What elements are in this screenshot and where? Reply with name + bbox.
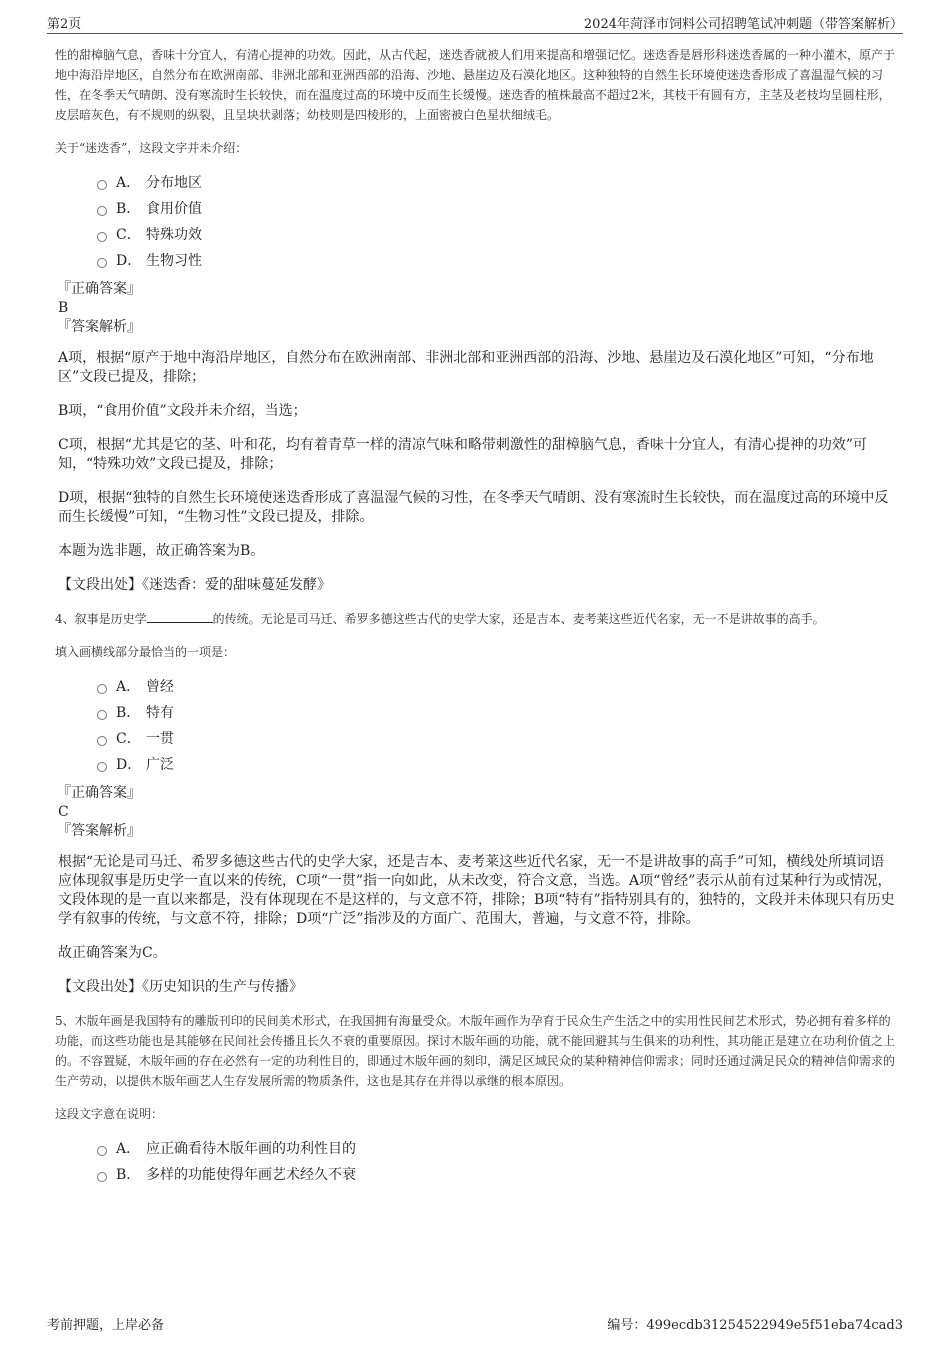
q4-analysis-label: 『答案解析』 bbox=[57, 823, 141, 839]
q3-prompt: 关于“迷迭香”，这段文字并未介绍： bbox=[55, 141, 248, 155]
q4-conclusion: 故正确答案为C。 bbox=[58, 945, 167, 961]
q3-answer-label: 『正确答案』 bbox=[57, 281, 141, 297]
page-header bbox=[47, 13, 903, 34]
q5-passage: 5、木版年画是我国特有的雕版刊印的民间美术形式，在我国拥有海量受众。木版年画作为孕育于民众生产生活之中的实用性民间艺术形式，势必拥有着多样的功能，而这些功能也是其能够在民间社会传播且长久不衰的重要原因。探讨木版年画的功能，就不能回避其与生俱来的功利性，其功能正是建立在功利价值之上的。不容置疑，木版年画的存在必然有一定的功利性目的，即通过木版年画的刻印，满足区域民众的某种精神信仰需求；同时还通过满足民众的精神信仰需求的生产劳动，以提供木版年画艺人生存发展所需的物质条件，这也是其存在并得以承继的根本原因。 bbox=[55, 1014, 896, 1088]
radio-icon[interactable] bbox=[97, 180, 107, 190]
q4-option-c[interactable]: C． 一贯 bbox=[97, 726, 895, 752]
q4-prompt: 填入画横线部分最恰当的一项是： bbox=[55, 645, 236, 659]
radio-icon[interactable] bbox=[97, 684, 107, 694]
q3-option-a[interactable]: A． 分布地区 bbox=[97, 170, 895, 196]
radio-icon[interactable] bbox=[97, 736, 107, 746]
radio-icon[interactable] bbox=[97, 710, 107, 720]
radio-icon[interactable] bbox=[97, 1172, 107, 1182]
q3-option-b[interactable]: B． 食用价值 bbox=[97, 196, 895, 222]
q4-source: 【文段出处】《历史知识的生产与传播》 bbox=[58, 979, 303, 995]
q3-analysis-label: 『答案解析』 bbox=[57, 319, 141, 335]
q4-option-d[interactable]: D． 广泛 bbox=[97, 752, 895, 778]
radio-icon[interactable] bbox=[97, 206, 107, 216]
q3-options bbox=[97, 170, 895, 274]
q4-options bbox=[97, 674, 895, 778]
q3-answer: B bbox=[58, 300, 69, 316]
q4-stem: 4、叙事是历史学 的传统。无论是司马迁、希罗多德这些古代的史学大家，还是吉本、麦考莱这些近代名家，无一不是讲故事的高手。 bbox=[55, 612, 825, 626]
q4-analysis: 根据“无论是司马迁、希罗多德这些古代的史学大家，还是吉本、麦考莱这些近代名家，无一不是讲故事的高手”可知，横线处所填词语应体现叙事是历史学一直以来的传统，C项“一贯”指一向如此，从未改变，符合文意，当选。A项“曾经”表示从前有过某种行为或情况，文段体现的是一直以来都是，没有体现现在不是这样的，与文意不符，排除；B项“特有”指特别具有的，独特的，文段并未体现只有历史学有叙事的传统，与文意不符，排除；D项“广泛”指涉及的方面广、范围大，普遍，与文意不符，排除。 bbox=[58, 854, 895, 927]
q4-option-a[interactable]: A． 曾经 bbox=[97, 674, 895, 700]
footer-slogan: 考前押题，上岸必备 bbox=[47, 1318, 165, 1333]
document-title: 2024年菏泽市饲料公司招聘笔试冲刺题（带答案解析） bbox=[583, 17, 903, 32]
q3-analysis-d: D项，根据“独特的自然生长环境使迷迭香形成了喜温湿气候的习性，在冬季天气晴朗、没有寒流时生长较快，而在温度过高的环境中反而生长缓慢”可知，“生物习性”文段已提及，排除。 bbox=[58, 490, 889, 525]
radio-icon[interactable] bbox=[97, 762, 107, 772]
q5-option-b[interactable]: B． 多样的功能使得年画艺术经久不衰 bbox=[97, 1162, 895, 1188]
document-id: 编号：499ecdb31254522949e5f51eba74cad3 bbox=[607, 1318, 903, 1333]
q4-option-b[interactable]: B． 特有 bbox=[97, 700, 895, 726]
q3-analysis-c: C项，根据“尤其是它的茎、叶和花，均有着青草一样的清凉气味和略带刺激性的甜樟脑气息，香味十分宜人，有清心提神的功效”可知，“特殊功效”文段已提及，排除； bbox=[58, 437, 868, 472]
q3-source: 【文段出处】《迷迭香：爱的甜味蔓延发酵》 bbox=[58, 577, 331, 593]
page-number: 第2页 bbox=[47, 17, 82, 32]
q3-passage: 性的甜樟脑气息，香味十分宜人，有清心提神的功效。因此，从古代起，迷迭香就被人们用来提高和增强记忆。迷迭香是唇形科迷迭香属的一种小灌木，原产于地中海沿岸地区，自然分布在欧洲南部、非洲北部和亚洲西部的沿海、沙地、悬崖边及石漠化地区。这种独特的自然生长环境使迷迭香形成了喜温湿气候的习性，在冬季天气晴朗、没有寒流时生长较快，而在温度过高的环境中反而生长缓慢。迷迭香的植株最高不超过2米，其枝干有圆有方，主茎及老枝均呈圆柱形，皮层暗灰色，有不规则的纵裂，且呈块状剥落；幼枝则是四棱形的，上面密被白色星状细绒毛。 bbox=[55, 48, 896, 122]
q5-prompt: 这段文字意在说明： bbox=[55, 1107, 164, 1121]
radio-icon[interactable] bbox=[97, 258, 107, 268]
q5-options bbox=[97, 1136, 895, 1188]
radio-icon[interactable] bbox=[97, 1146, 107, 1156]
q3-option-c[interactable]: C． 特殊功效 bbox=[97, 222, 895, 248]
fill-blank bbox=[147, 610, 213, 623]
q3-analysis-a: A项，根据“原产于地中海沿岸地区，自然分布在欧洲南部、非洲北部和亚洲西部的沿海、沙地、悬崖边及石漠化地区”可知，“分布地区”文段已提及，排除； bbox=[58, 350, 874, 385]
document-body bbox=[55, 45, 895, 1194]
q3-option-d[interactable]: D． 生物习性 bbox=[97, 248, 895, 274]
q5-option-a[interactable]: A． 应正确看待木版年画的功利性目的 bbox=[97, 1136, 895, 1162]
q3-analysis-b: B项，“食用价值”文段并未介绍，当选； bbox=[58, 403, 307, 419]
q4-answer: C bbox=[58, 804, 69, 820]
q4-answer-label: 『正确答案』 bbox=[57, 785, 141, 801]
radio-icon[interactable] bbox=[97, 232, 107, 242]
q3-conclusion: 本题为选非题，故正确答案为B。 bbox=[58, 543, 265, 559]
